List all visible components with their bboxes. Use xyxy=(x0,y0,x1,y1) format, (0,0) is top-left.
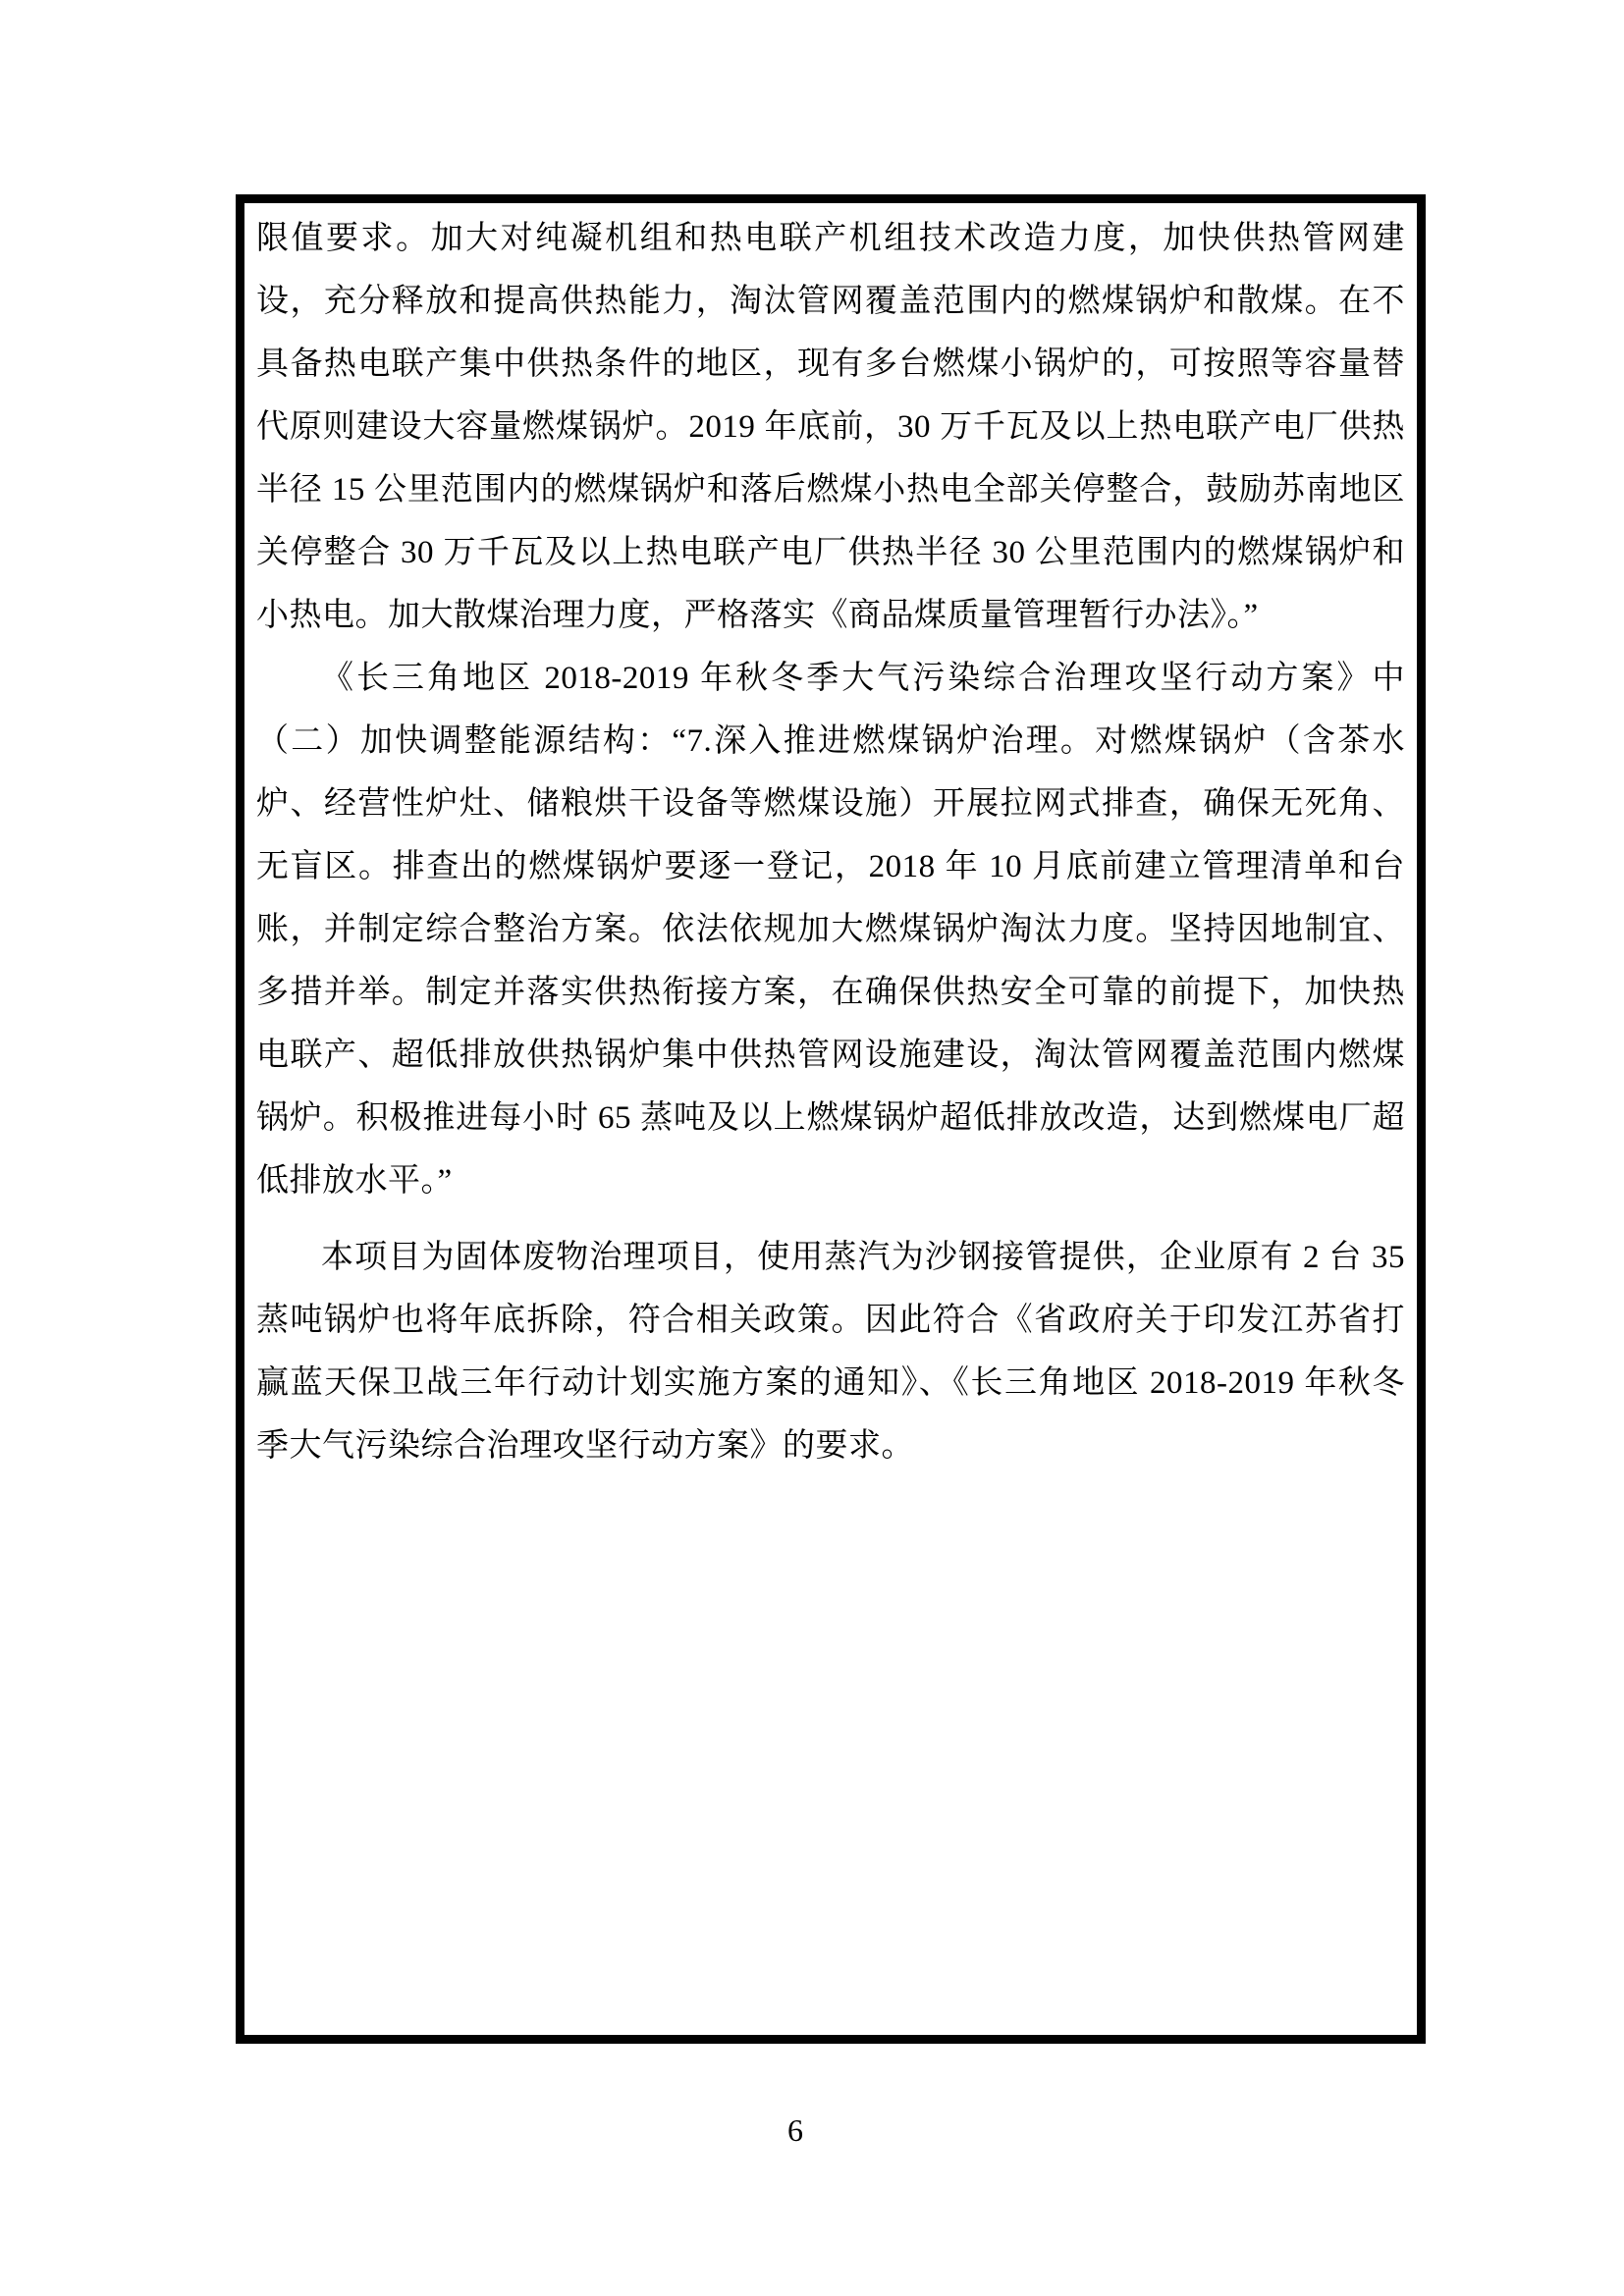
paragraph-yangtze-delta-action-plan: 《长三角地区 2018-2019 年秋冬季大气污染综合治理攻坚行动方案》中（二）加快调整能源结构：“7.深入推进燃煤锅炉治理。对燃煤锅炉（含茶水炉、经营性炉灶、储粮烘干设备等燃煤设施）开展拉网式排查，确保无死角、无盲区。排查出的燃煤锅炉要逐一登记，2018 年 10 月底前建立管理清单和台账，并制定综合整治方案。依法依规加大燃煤锅炉淘汰力度。坚持因地制宜、多措并举。制定并落实供热衔接方案，在确保供热安全可靠的前提下，加快热电联产、超低排放供热锅炉集中供热管网设施建设，淘汰管网覆盖范围内燃煤锅炉。积极推进每小时 65 蒸吨及以上燃煤锅炉超低排放改造，达到燃煤电厂超低排放水平。” xyxy=(256,661,1405,1199)
content-border-box xyxy=(236,194,1426,2044)
paragraph-jiangsu-policy-continuation: 限值要求。加大对纯凝机组和热电联产机组技术改造力度，加快供热管网建设，充分释放和提高供热能力，淘汰管网覆盖范围内的燃煤锅炉和散煤。在不具备热电联产集中供热条件的地区，现有多台燃煤小锅炉的，可按照等容量替代原则建设大容量燃煤锅炉。2019 年底前，30 万千瓦及以上热电联产电厂供热半径 15 公里范围内的燃煤锅炉和落后燃煤小热电全部关停整合，鼓励苏南地区关停整合 30 万千瓦及以上热电联产电厂供热半径 30 公里范围内的燃煤锅炉和小热电。加大散煤治理力度，严格落实《商品煤质量管理暂行办法》。” xyxy=(256,221,1405,633)
paragraph-project-compliance-conclusion: 本项目为固体废物治理项目，使用蒸汽为沙钢接管提供，企业原有 2 台 35 蒸吨锅炉也将年底拆除，符合相关政策。因此符合《省政府关于印发江苏省打赢蓝天保卫战三年行动计划实施方案的通知》、《长三角地区 2018-2019 年秋冬季大气污染综合治理攻坚行动方案》的要求。 xyxy=(256,1240,1405,1464)
page-number: 6 xyxy=(787,2112,803,2148)
